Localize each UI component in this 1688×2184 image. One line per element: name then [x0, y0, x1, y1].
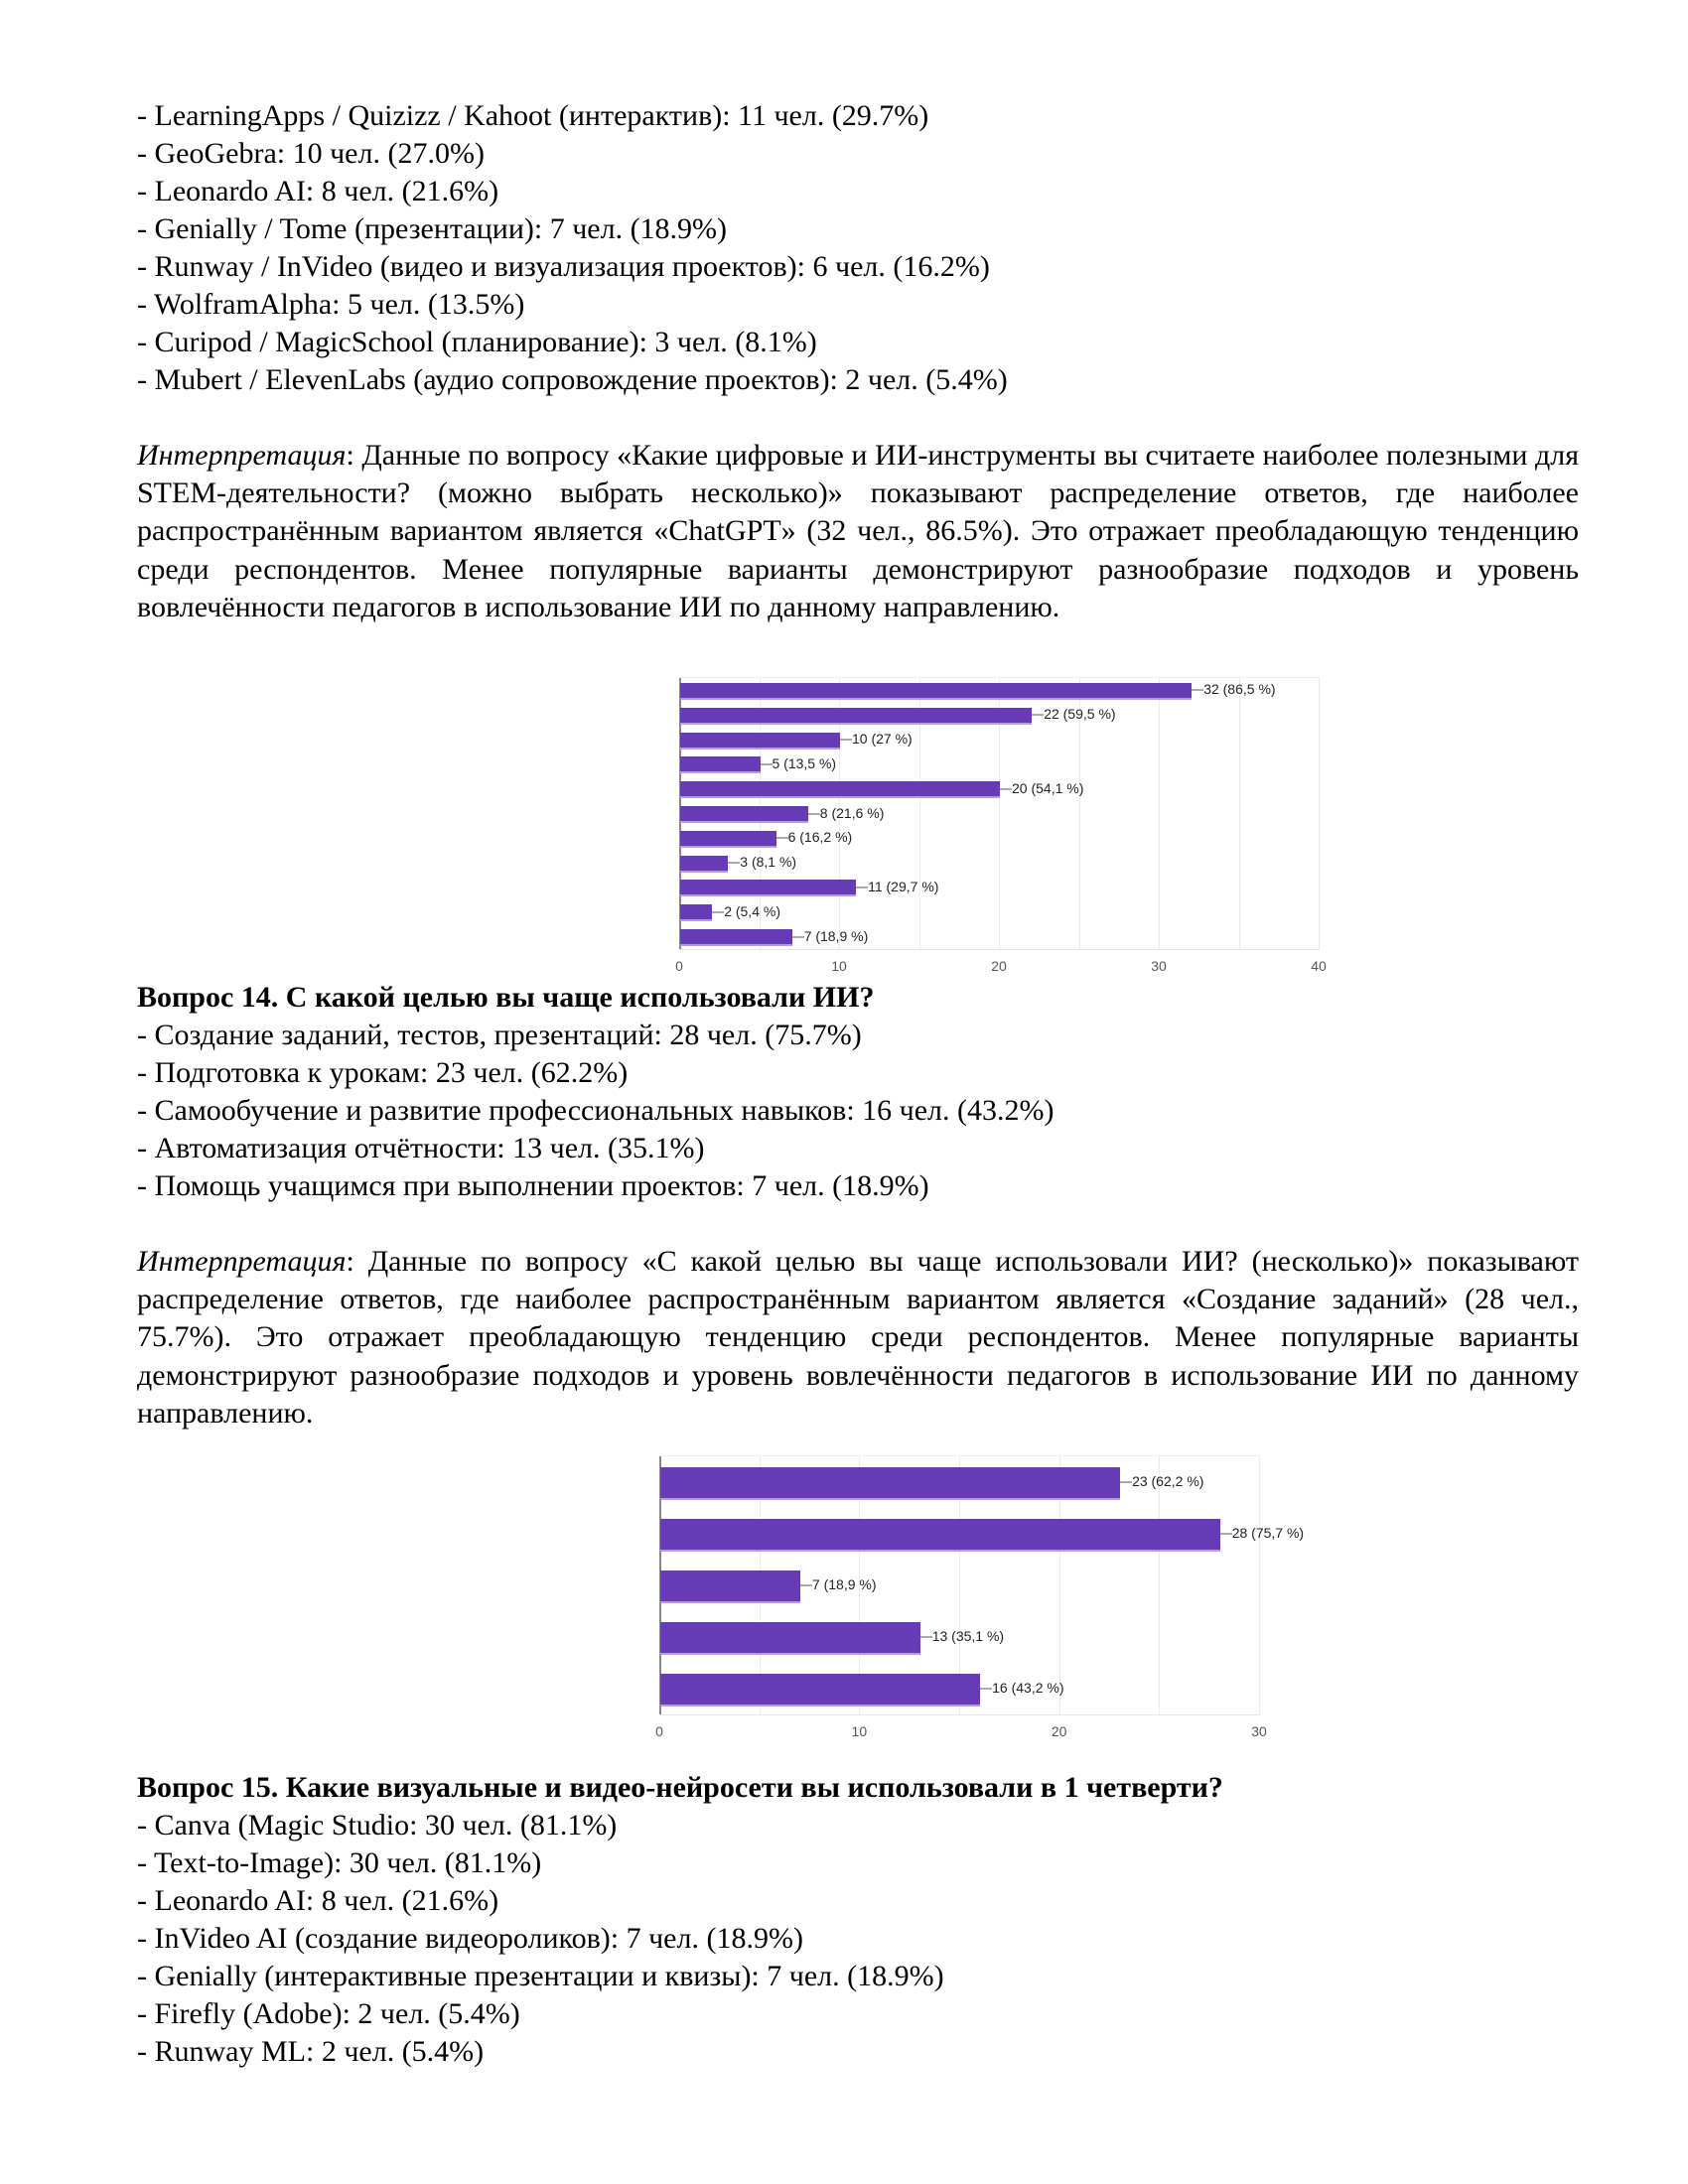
interpretation-label: Интерпретация: [137, 439, 347, 472]
bar: [680, 831, 776, 846]
plot-area: [659, 1455, 1305, 1715]
bar-value-label: 20 (54,1 %): [1012, 779, 1084, 796]
list-item: - Mubert / ElevenLabs (аудио сопровождение проектов): 2 чел. (5.4%): [137, 363, 1008, 396]
label-leader-line: [980, 1688, 992, 1690]
label-leader-line: [761, 763, 773, 765]
label-leader-line: [776, 837, 788, 839]
interpretation-paragraph: [137, 1243, 1579, 1433]
x-axis-tick-label: 0: [655, 1723, 663, 1739]
label-leader-line: [808, 813, 820, 815]
bar-value-label: 11 (29,7 %): [868, 878, 939, 894]
question-14-heading: Вопрос 14. С какой целью вы чаще использовали ИИ?: [137, 981, 875, 1014]
bar: [660, 1674, 980, 1705]
list-item: - WolframAlpha: 5 чел. (13.5%): [137, 288, 525, 321]
x-axis-tick-label: 30: [1251, 1723, 1267, 1739]
bar: [680, 880, 856, 894]
label-leader-line: [1032, 714, 1044, 716]
list-item: - Подготовка к урокам: 23 чел. (62.2%): [137, 1056, 629, 1089]
label-leader-line: [712, 911, 724, 913]
interpretation-text: : Данные по вопросу «Какие цифровые и ИИ-инструменты вы считаете наиболее полезными для STEM-деятельности? (можно выбрать несколько)» показывают распределение ответов, где наиболее распространённым вариантом является «ChatGPT» (32 чел., 86.5%). Это отражает преобладающую тенденцию среди респондентов. Менее популярные варианты демонстрируют разнообразие подходов и уровень вовлечённости педагогов в использование ИИ по данному направлению.: [137, 439, 1579, 623]
list-item: - InVideo AI (создание видеороликов): 7 чел. (18.9%): [137, 1922, 803, 1955]
list-item: - Runway / InVideo (видео и визуализация проектов): 6 чел. (16.2%): [137, 250, 990, 283]
bar-value-label: 13 (35,1 %): [931, 1628, 1005, 1644]
x-axis-tick-label: 10: [831, 958, 847, 974]
label-leader-line: [1120, 1481, 1132, 1483]
label-leader-line: [1220, 1533, 1232, 1535]
label-leader-line: [728, 862, 740, 864]
x-axis-tick-label: 10: [851, 1723, 868, 1739]
gridline: [1239, 678, 1240, 949]
list-item: - Runway ML: 2 чел. (5.4%): [137, 2035, 485, 2068]
label-leader-line: [856, 887, 868, 888]
bar: [680, 683, 1192, 698]
list-item: - Leonardo AI: 8 чел. (21.6%): [137, 175, 499, 207]
bar-value-label: 8 (21,6 %): [819, 804, 885, 821]
list-item: - Самообучение и развитие профессиональных навыков: 16 чел. (43.2%): [137, 1094, 1055, 1127]
bar-value-label: 28 (75,7 %): [1231, 1525, 1305, 1541]
interpretation-paragraph: [137, 437, 1579, 626]
bar: [660, 1519, 1220, 1550]
gridline: [1159, 1456, 1160, 1714]
list-item: - Text-to-Image): 30 чел. (81.1%): [137, 1846, 542, 1879]
bar: [680, 904, 712, 919]
x-axis-tick-label: 40: [1311, 958, 1327, 974]
list-item: - LearningApps / Quizizz / Kahoot (интерактив): 11 чел. (29.7%): [137, 99, 929, 132]
list-item: - Genially / Tome (презентации): 7 чел. (18.9%): [137, 212, 728, 245]
bar-value-label: 22 (59,5 %): [1044, 706, 1116, 723]
list-item: - Помощь учащимся при выполнении проектов: 7 чел. (18.9%): [137, 1169, 929, 1202]
bar: [660, 1570, 800, 1601]
bar: [660, 1622, 920, 1653]
bar-value-label: 23 (62,2 %): [1132, 1473, 1204, 1489]
bar: [680, 733, 840, 748]
bar-value-label: 3 (8,1 %): [740, 854, 797, 871]
list-item: - Создание заданий, тестов, презентаций: 28 чел. (75.7%): [137, 1019, 862, 1051]
x-axis-tick-label: 0: [675, 958, 683, 974]
label-leader-line: [1000, 788, 1012, 790]
label-leader-line: [800, 1584, 812, 1586]
bar: [680, 756, 761, 771]
list-item: - Canva (Magic Studio: 30 чел. (81.1%): [137, 1809, 618, 1842]
list-item: - Автоматизация отчётности: 13 чел. (35.1%): [137, 1132, 705, 1164]
bar-value-label: 32 (86,5 %): [1203, 681, 1276, 698]
gridline: [1319, 678, 1320, 949]
bar-value-label: 2 (5,4 %): [724, 902, 780, 919]
interpretation-text: : Данные по вопросу «С какой целью вы чаще использовали ИИ? (несколько)» показывают распределение ответов, где наиболее распространённым вариантом является «Создание заданий» (28 чел., 75.7%). Это отражает преобладающую тенденцию среди респондентов. Менее популярные варианты демонстрируют разнообразие подходов и уровень вовлечённости педагогов в использование ИИ по данному направлению.: [137, 1245, 1579, 1430]
bar-value-label: 7 (18,9 %): [803, 927, 869, 944]
bar-value-label: 10 (27 %): [852, 731, 913, 748]
x-axis-tick-label: 30: [1151, 958, 1167, 974]
gridline: [1159, 678, 1160, 949]
interpretation-label: Интерпретация: [137, 1245, 347, 1278]
bar: [680, 929, 792, 944]
list-item: - Leonardo AI: 8 чел. (21.6%): [137, 1884, 499, 1917]
bar: [660, 1467, 1120, 1498]
bar-value-label: 5 (13,5 %): [772, 754, 837, 771]
list-item: - GeoGebra: 10 чел. (27.0%): [137, 137, 485, 170]
x-axis-tick-label: 20: [991, 958, 1007, 974]
bar-value-label: 16 (43,2 %): [992, 1680, 1064, 1696]
gridline: [1259, 1456, 1260, 1714]
label-leader-line: [840, 739, 852, 741]
list-item: - Curipod / MagicSchool (планирование): 3 чел. (8.1%): [137, 326, 817, 358]
list-item: - Genially (интерактивные презентации и квизы): 7 чел. (18.9%): [137, 1960, 944, 1992]
list-item: - Firefly (Adobe): 2 чел. (5.4%): [137, 1997, 520, 2030]
x-axis-tick-label: 20: [1051, 1723, 1067, 1739]
label-leader-line: [920, 1636, 932, 1638]
bar: [680, 856, 728, 871]
bar-value-label: 7 (18,9 %): [811, 1576, 877, 1592]
label-leader-line: [792, 936, 804, 938]
bar: [680, 781, 1000, 796]
question-15-heading: Вопрос 15. Какие визуальные и видео-нейросети вы использовали в 1 четверти?: [137, 1771, 1223, 1804]
bar: [680, 708, 1032, 723]
bar-value-label: 6 (16,2 %): [787, 829, 853, 846]
label-leader-line: [1192, 689, 1203, 691]
plot-area: [679, 677, 1320, 950]
bar: [680, 806, 808, 821]
